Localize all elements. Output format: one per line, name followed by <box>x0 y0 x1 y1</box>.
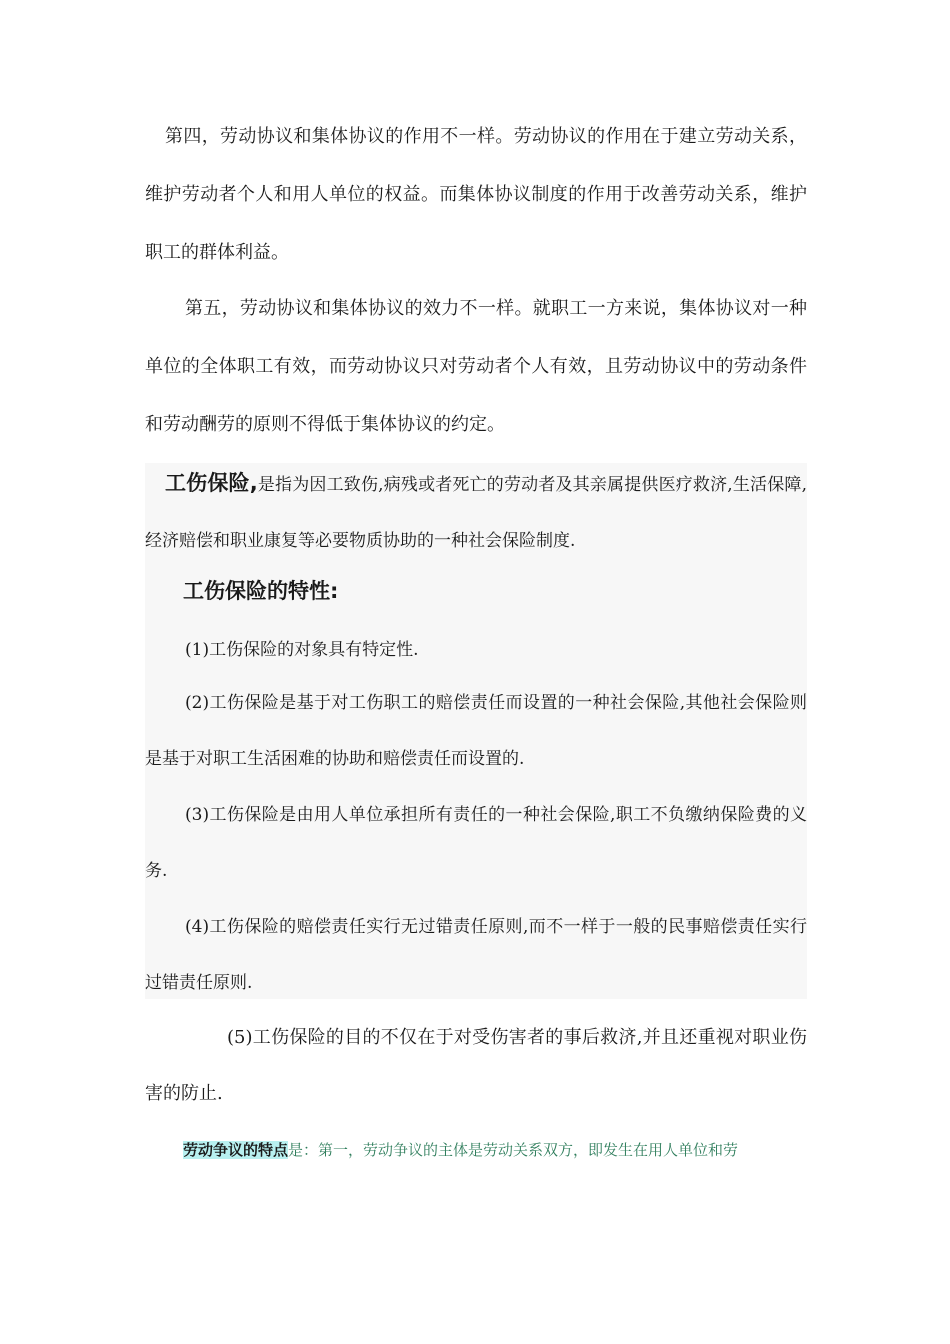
labor-dispute-text: 是：第一，劳动争议的主体是劳动关系双方，即发生在用人单位和劳 <box>288 1141 739 1159</box>
feature-item-3: (3)工伤保险是由用人单位承担所有责任的一种社会保险,职工不负缴纳保险费的义务. <box>145 805 807 881</box>
feature-item-4: (4)工伤保险的赔偿责任实行无过错责任原则,而不一样于一般的民事赔偿责任实行过错责任原则. <box>145 917 807 993</box>
labor-dispute-highlight: 劳动争议的特点 <box>183 1141 289 1159</box>
injury-insurance-definition <box>145 455 807 569</box>
paragraph-fourth-difference: 第四，劳动协议和集体协议的作用不一样。劳动协议的作用在于建立劳动关系，维护劳动者个人和用人单位的权益。而集体协议制度的作用于改善劳动关系，维护职工的群体利益。 <box>145 126 807 263</box>
feature-item-1: (1)工伤保险的对象具有特定性. <box>185 640 419 660</box>
labor-dispute-paragraph <box>183 1130 807 1170</box>
injury-insurance-term: 工伤保险, <box>165 471 258 495</box>
paragraph-fifth-difference: 第五，劳动协议和集体协议的效力不一样。就职工一方来说，集体协议对一种单位的全体职工有效，而劳动协议只对劳动者个人有效，且劳动协议中的劳动条件和劳动酬劳的原则不得低于集体协议的约定。 <box>145 298 807 435</box>
feature-item-2: (2)工伤保险是基于对工伤职工的赔偿责任而设置的一种社会保险,其他社会保险则是基于对职工生活困难的协助和赔偿责任而设置的. <box>145 693 807 769</box>
injury-insurance-features-heading: 工伤保险的特性: <box>183 579 339 603</box>
feature-item-5: (5)工伤保险的目的不仅在于对受伤害者的事后救济,并且还重视对职业伤害的防止. <box>145 1027 807 1104</box>
injury-insurance-definition-text: 是指为因工致伤,病残或者死亡的劳动者及其亲属提供医疗救济,生活保障,经济赔偿和职业康复等必要物质协助的一种社会保险制度. <box>145 475 807 551</box>
